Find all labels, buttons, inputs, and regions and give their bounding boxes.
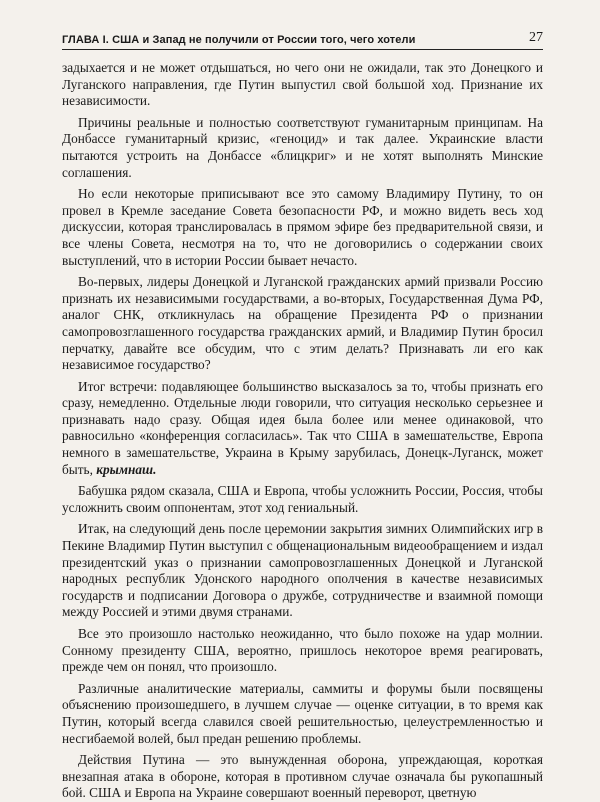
page-number: 27 — [529, 30, 543, 45]
running-header — [62, 30, 543, 50]
paragraph-3: Но если некоторые приписывают все это самому Владимиру Путину, то он провел в Кремле заседание Совета безопасности РФ, и можно видеть весь ход дискуссии, которая транслировалась в прямом эфире без предварительной связи, и все члены Совета, несмотря на то, что не договорились о содержании своих выступлений, что в истории России бывает нечасто. — [62, 186, 543, 268]
emphasis-word: крымнаш. — [96, 461, 157, 477]
paragraph-10: Действия Путина — это вынужденная оборона, упреждающая, короткая внезапная атака в обороне, которая в противном случае означала бы рукопашный бой. США и Европа на Украине совершают военный переворот, цветную — [62, 752, 543, 801]
paragraph-5-text: Итог встречи: подавляющее большинство высказалось за то, чтобы признать его сразу, немедленно. Отдельные люди говорили, что ситуация несколько серьезнее и признавать надо сразу. Общая идея была более или менее одинаковой, что равносильно «конференция согласилась». Так что США в замешательстве, Европа немного в замешательстве, Украина в Крыму зарубилась, Донецк-Луганск, может быть, — [62, 378, 543, 477]
paragraph-4: Во-первых, лидеры Донецкой и Луганской гражданских армий призвали Россию признать их независимыми государствами, а во-вторых, Государственная Дума РФ, аналог СНК, откликнулась на обращение Президента РФ о признании самопровозглашенного государства гражданских армий, и Владимир Путин бросил перчатку, давайте все обсудим, что с этим делать? Признавать ли его как независимое государство? — [62, 274, 543, 373]
paragraph-2: Причины реальные и полностью соответствуют гуманитарным принципам. На Донбассе гуманитарный кризис, «геноцид» и так далее. Украинские власти пытаются устроить на Донбассе «блицкриг» и не хотят выполнять Минские соглашения. — [62, 114, 543, 180]
paragraph-1: задыхается и не может отдышаться, но чего они не ожидали, так это Донецкого и Луганского направления, где Путин выпустил свой большой ход. Признание их независимости. — [62, 60, 543, 109]
paragraph-8: Все это произошло настолько неожиданно, что было похоже на удар молнии. Сонному президенту США, вероятно, пришлось некоторое время реагировать, прежде чем он понял, что произошло. — [62, 626, 543, 675]
paragraph-9: Различные аналитические материалы, саммиты и форумы были посвящены объяснению произошедшего, в лучшем случае — оценке ситуации, в то время как Путин, который всегда славился своей решительностью, целеустремленностью и несгибаемой волей, был предан решению проблемы. — [62, 680, 543, 746]
body-text — [62, 60, 543, 802]
paragraph-7: Итак, на следующий день после церемонии закрытия зимних Олимпийских игр в Пекине Владимир Путин выступил с общенациональным видеообращением и издал президентский указ о признании самопровозглашенных Донецкой и Луганской народных республик Удонского народного ополчения в качестве независимых государств и подписании Договора о дружбе, сотрудничестве и взаимной помощи между Россией и этими двумя странами. — [62, 521, 543, 620]
chapter-title: ГЛАВА I. США и Запад не получили от России того, чего хотели — [62, 34, 416, 46]
paragraph-5 — [62, 379, 543, 479]
paragraph-6: Бабушка рядом сказала, США и Европа, чтобы усложнить России, Россия, чтобы усложнить своим оппонентам, этот ход гениальный. — [62, 483, 543, 515]
